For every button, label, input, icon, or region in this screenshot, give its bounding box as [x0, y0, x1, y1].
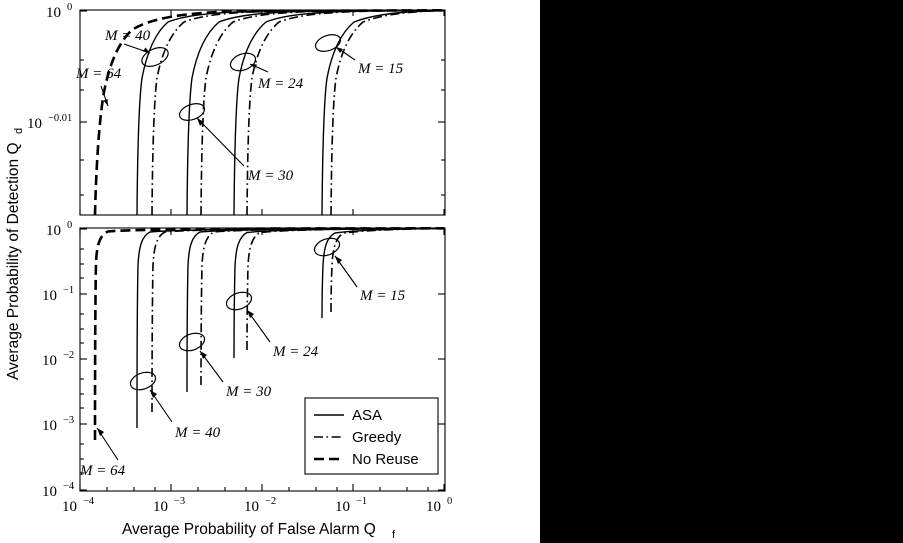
xtick-1em1: 10 — [335, 499, 350, 515]
legend-label-noreuse: No Reuse — [352, 451, 419, 468]
label-m15-bottom: M = 15 — [360, 288, 406, 304]
arrowhead-m30-bottom — [200, 351, 207, 359]
curve-asa-m40-top — [137, 10, 444, 215]
bottom-ytick-1e0: 10 — [46, 223, 61, 239]
xtick-1em4: 10 — [62, 499, 77, 515]
curve-asa-m15-bottom — [322, 228, 444, 318]
curve-greedy-m15-top — [331, 10, 444, 215]
bottom-ytick-1em1-exp: −1 — [63, 285, 75, 296]
bottom-ytick-1em4-exp: −4 — [63, 481, 75, 492]
marker-ellipse-m40-bottom — [128, 369, 158, 393]
marker-ellipse-m24-bottom — [224, 289, 254, 313]
xtick-1em3-exp: −3 — [174, 496, 186, 507]
xtick-1e0: 10 — [426, 499, 441, 515]
label-m64-top: M = 64 — [76, 66, 122, 82]
xtick-1em1-exp: −1 — [356, 496, 368, 507]
label-m15-top: M = 15 — [358, 61, 404, 77]
top-ytick-1em002-exp: −0.01 — [48, 113, 73, 124]
curve-greedy-m40-bottom — [152, 228, 444, 412]
legend-label-asa: ASA — [352, 407, 383, 424]
legend[interactable] — [305, 398, 438, 474]
arrowhead-m64-top — [104, 99, 109, 106]
marker-ellipse-m30-bottom — [177, 330, 207, 354]
top-ytick-1em002: 10 — [27, 116, 42, 132]
bottom-ytick-1em2: 10 — [42, 353, 57, 369]
y-axis-title-sub: d — [13, 127, 25, 134]
bottom-ytick-1e0-exp: 0 — [67, 220, 73, 231]
y-axis-title: Average Probability of Detection Q — [5, 142, 22, 380]
label-m40-bottom: M = 40 — [175, 425, 221, 441]
xtick-1em3: 10 — [153, 499, 168, 515]
bottom-panel — [42, 220, 452, 515]
label-m24-top: M = 24 — [258, 76, 304, 92]
xtick-1e0-exp: 0 — [447, 496, 453, 507]
arrowhead-m40-bottom — [150, 390, 157, 398]
bottom-ytick-1em4: 10 — [42, 484, 57, 500]
arrowhead-m24-bottom — [247, 310, 254, 318]
label-m24-bottom: M = 24 — [273, 344, 319, 360]
xtick-1em2-exp: −2 — [265, 496, 277, 507]
bottom-ytick-1em1: 10 — [42, 288, 57, 304]
arrow-m30-top — [197, 118, 244, 166]
xtick-1em2: 10 — [244, 499, 259, 515]
x-axis-title: Average Probability of False Alarm Q — [122, 521, 376, 538]
label-m40-top: M = 40 — [105, 28, 151, 44]
marker-ellipse-m40-top — [139, 44, 171, 70]
xtick-1em4-exp: −4 — [83, 496, 95, 507]
label-m64-bottom: M = 64 — [80, 463, 126, 479]
curve-greedy-m24-top — [247, 10, 444, 215]
curve-greedy-m24-bottom — [247, 228, 444, 350]
label-m30-top: M = 30 — [248, 168, 294, 184]
curve-asa-m30-top — [187, 10, 444, 215]
x-axis-title-sub: f — [392, 529, 396, 541]
arrowhead-m64-bottom — [97, 428, 104, 436]
legend-label-greedy: Greedy — [352, 429, 402, 446]
arrowhead-m15-top — [336, 47, 343, 53]
curve-greedy-m40-top — [152, 10, 444, 215]
top-ytick-1e0: 10 — [46, 5, 61, 21]
arrowhead-m15-bottom — [335, 256, 342, 264]
bottom-ytick-1em3-exp: −3 — [63, 415, 75, 426]
top-ytick-1e0-exp: 0 — [67, 2, 73, 13]
top-panel — [27, 2, 445, 215]
bottom-ytick-1em2-exp: −2 — [63, 350, 75, 361]
label-m30-bottom: M = 30 — [226, 384, 272, 400]
bottom-ytick-1em3: 10 — [42, 418, 57, 434]
